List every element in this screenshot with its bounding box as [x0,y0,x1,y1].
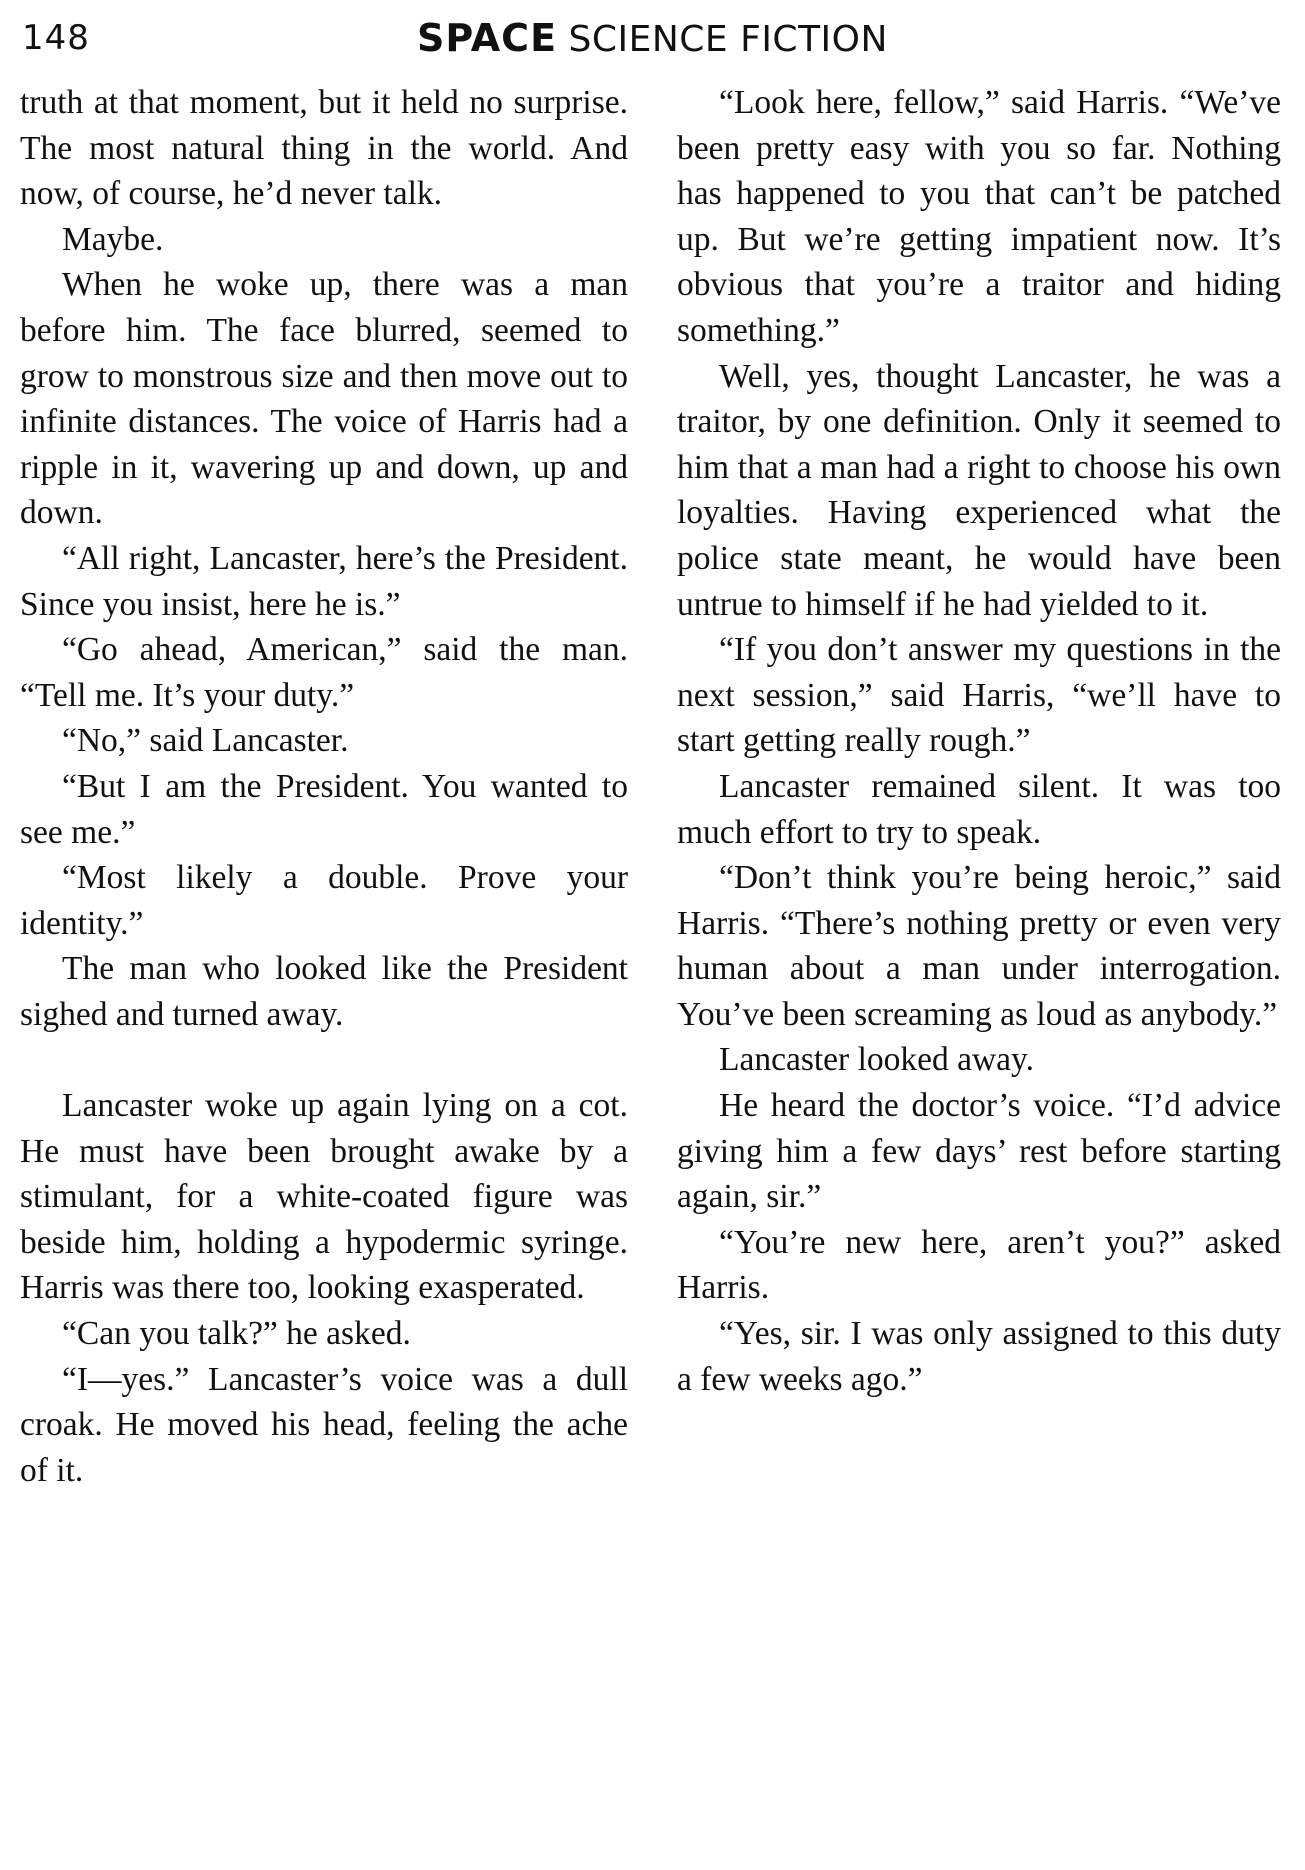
running-head [0,16,1305,60]
page-number: 148 [22,18,90,58]
paragraph: “If you don’t answer my questions in the next session,” said Harris, “we’ll have to start getting really rough.” [677,631,1281,760]
paragraph: Lancaster woke up again lying on a cot. He must have been brought awake by a stimulant, for a white-coated figure was beside him, holding a hypodermic syringe. Harris was there too, looking exasperated. [20,1087,628,1307]
paragraph: “But I am the President. You wanted to see me.” [20,767,628,851]
page-header [0,10,1305,70]
paragraph: Well, yes, thought Lancaster, he was a traitor, by one definition. Only it seemed to him that a man had a right to choose his own loyalties. Having experienced what the police state meant, he would have been untrue to himself if he had yielded to it. [677,357,1281,623]
magazine-title: SPACE [417,16,558,60]
left-column [20,80,628,1493]
paragraph: truth at that moment, but it held no surprise. The most natural thing in the world. And now, of course, he’d never talk. [20,84,628,213]
paragraph: “No,” said Lancaster. [62,722,349,760]
paragraph: Lancaster remained silent. It was too much effort to try to speak. [677,767,1281,851]
paragraph: “Most likely a double. Prove your identity.” [20,859,628,942]
paragraph: “All right, Lancaster, here’s the President. Since you insist, here he is.” [20,539,628,623]
paragraph: “You’re new here, aren’t you?” asked Harris. [677,1223,1281,1307]
paragraph: “Don’t think you’re being heroic,” said Harris. “There’s nothing pretty or even very human about a man under interrogation. You’ve been screaming as loud as anybody.” [677,859,1281,1033]
paragraph: “Can you talk?” he asked. [62,1315,411,1353]
magazine-subtitle: SCIENCE FICTION [568,19,888,60]
paragraph: “Yes, sir. I was only assigned to this duty a few weeks ago.” [677,1315,1281,1398]
paragraph: “I—yes.” Lancaster’s voice was a dull croak. He moved his head, feeling the ache of it. [20,1360,628,1489]
paragraph: Maybe. [62,220,164,258]
section-break [20,1037,628,1083]
right-column [677,80,1281,1402]
paragraph: “Look here, fellow,” said Harris. “We’ve been pretty easy with you so far. Nothing has happened to you that can’t be patched up. But we’re getting impatient now. It’s obvious that you’re a traitor and hiding something.” [677,84,1281,349]
paragraph: When he woke up, there was a man before him. The face blurred, seemed to grow to monstrous size and then move out to infinite distances. The voice of Harris had a ripple in it, wavering up and down, up and down. [20,266,628,532]
paragraph: “Go ahead, American,” said the man. “Tell me. It’s your duty.” [20,631,628,714]
paragraph: He heard the doctor’s voice. “I’d advice giving him a few days’ rest before starting again, sir.” [677,1087,1281,1216]
paragraph: The man who looked like the President sighed and turned away. [20,950,628,1033]
paragraph: Lancaster looked away. [719,1041,1034,1079]
